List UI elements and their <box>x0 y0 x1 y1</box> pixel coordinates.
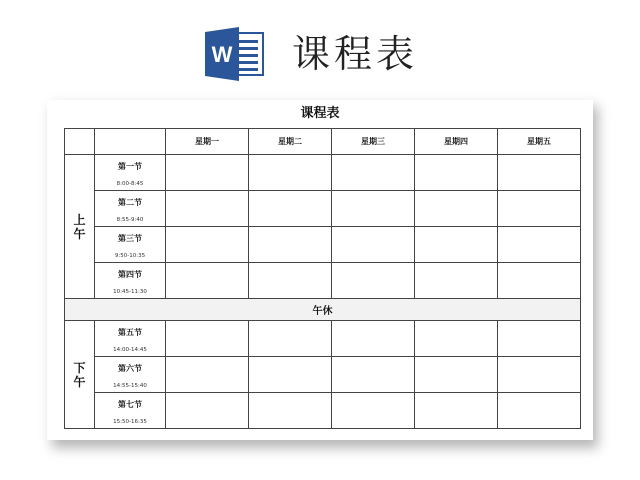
course-cell[interactable] <box>166 191 249 227</box>
morning-label-cell <box>65 155 95 299</box>
course-cell[interactable] <box>415 227 498 263</box>
slot-cell <box>95 155 166 191</box>
course-cell[interactable] <box>498 227 581 263</box>
table-row <box>65 155 581 191</box>
course-cell[interactable] <box>332 191 415 227</box>
slot-time: 14:00-14:45 <box>113 347 147 353</box>
course-cell[interactable] <box>415 155 498 191</box>
course-cell[interactable] <box>415 393 498 429</box>
slot-time: 8:00-8:45 <box>116 181 144 187</box>
course-cell[interactable] <box>415 321 498 357</box>
course-cell[interactable] <box>249 263 332 299</box>
course-cell[interactable] <box>332 227 415 263</box>
lunch-break-label: 午休 <box>65 299 581 321</box>
course-cell[interactable] <box>249 393 332 429</box>
weekday-header: 星期五 <box>498 129 581 155</box>
course-cell[interactable] <box>249 321 332 357</box>
course-cell[interactable] <box>498 155 581 191</box>
lunch-break-row <box>65 299 581 321</box>
corner-cell <box>65 129 95 155</box>
course-cell[interactable] <box>166 155 249 191</box>
weekday-header: 星期一 <box>166 129 249 155</box>
slot-name: 第七节 <box>118 400 142 409</box>
slot-cell <box>95 263 166 299</box>
slot-name: 第四节 <box>118 270 142 279</box>
slot-name: 第一节 <box>118 162 142 171</box>
course-cell[interactable] <box>332 321 415 357</box>
course-cell[interactable] <box>498 263 581 299</box>
course-cell[interactable] <box>249 155 332 191</box>
table-row <box>65 227 581 263</box>
course-cell[interactable] <box>249 227 332 263</box>
slot-time: 10:45-11:30 <box>113 289 147 295</box>
slot-time: 15:50-16:35 <box>113 419 147 425</box>
course-cell[interactable] <box>415 357 498 393</box>
weekday-header: 星期三 <box>332 129 415 155</box>
weekday-header: 星期二 <box>249 129 332 155</box>
schedule-sheet <box>47 100 593 440</box>
course-cell[interactable] <box>332 155 415 191</box>
course-cell[interactable] <box>332 357 415 393</box>
table-row <box>65 357 581 393</box>
slot-cell <box>95 227 166 263</box>
weekday-header-row <box>65 129 581 155</box>
page-header <box>0 0 640 96</box>
table-row <box>65 393 581 429</box>
afternoon-label: 下午 <box>73 360 86 389</box>
table-row <box>65 263 581 299</box>
course-cell[interactable] <box>166 227 249 263</box>
course-cell[interactable] <box>166 393 249 429</box>
slot-name: 第六节 <box>118 364 142 373</box>
course-cell[interactable] <box>166 321 249 357</box>
course-cell[interactable] <box>166 263 249 299</box>
course-cell[interactable] <box>415 191 498 227</box>
slot-time: 9:50-10:35 <box>114 253 146 259</box>
slot-name: 第二节 <box>118 198 142 207</box>
course-cell[interactable] <box>249 191 332 227</box>
slot-time: 14:55-15:40 <box>113 383 147 389</box>
slot-time: 8:55-9:40 <box>116 217 144 223</box>
slot-name: 第五节 <box>118 328 142 337</box>
word-document-icon <box>205 27 265 81</box>
table-row <box>65 191 581 227</box>
slot-cell <box>95 357 166 393</box>
table-row <box>65 321 581 357</box>
word-logo-letter: W <box>211 42 233 67</box>
course-cell[interactable] <box>498 321 581 357</box>
course-cell[interactable] <box>249 357 332 393</box>
slot-cell <box>95 393 166 429</box>
slot-name: 第三节 <box>118 234 142 243</box>
course-cell[interactable] <box>498 393 581 429</box>
page-title: 课程表 <box>292 32 419 76</box>
slot-cell <box>95 321 166 357</box>
morning-label: 上午 <box>73 212 86 241</box>
weekday-header: 星期四 <box>415 129 498 155</box>
slot-cell <box>95 191 166 227</box>
course-cell[interactable] <box>415 263 498 299</box>
course-cell[interactable] <box>498 191 581 227</box>
schedule-table <box>64 128 581 429</box>
course-cell[interactable] <box>498 357 581 393</box>
corner-cell <box>95 129 166 155</box>
course-cell[interactable] <box>166 357 249 393</box>
course-cell[interactable] <box>332 263 415 299</box>
course-cell[interactable] <box>332 393 415 429</box>
afternoon-label-cell <box>65 321 95 429</box>
schedule-title: 课程表 <box>300 106 340 121</box>
